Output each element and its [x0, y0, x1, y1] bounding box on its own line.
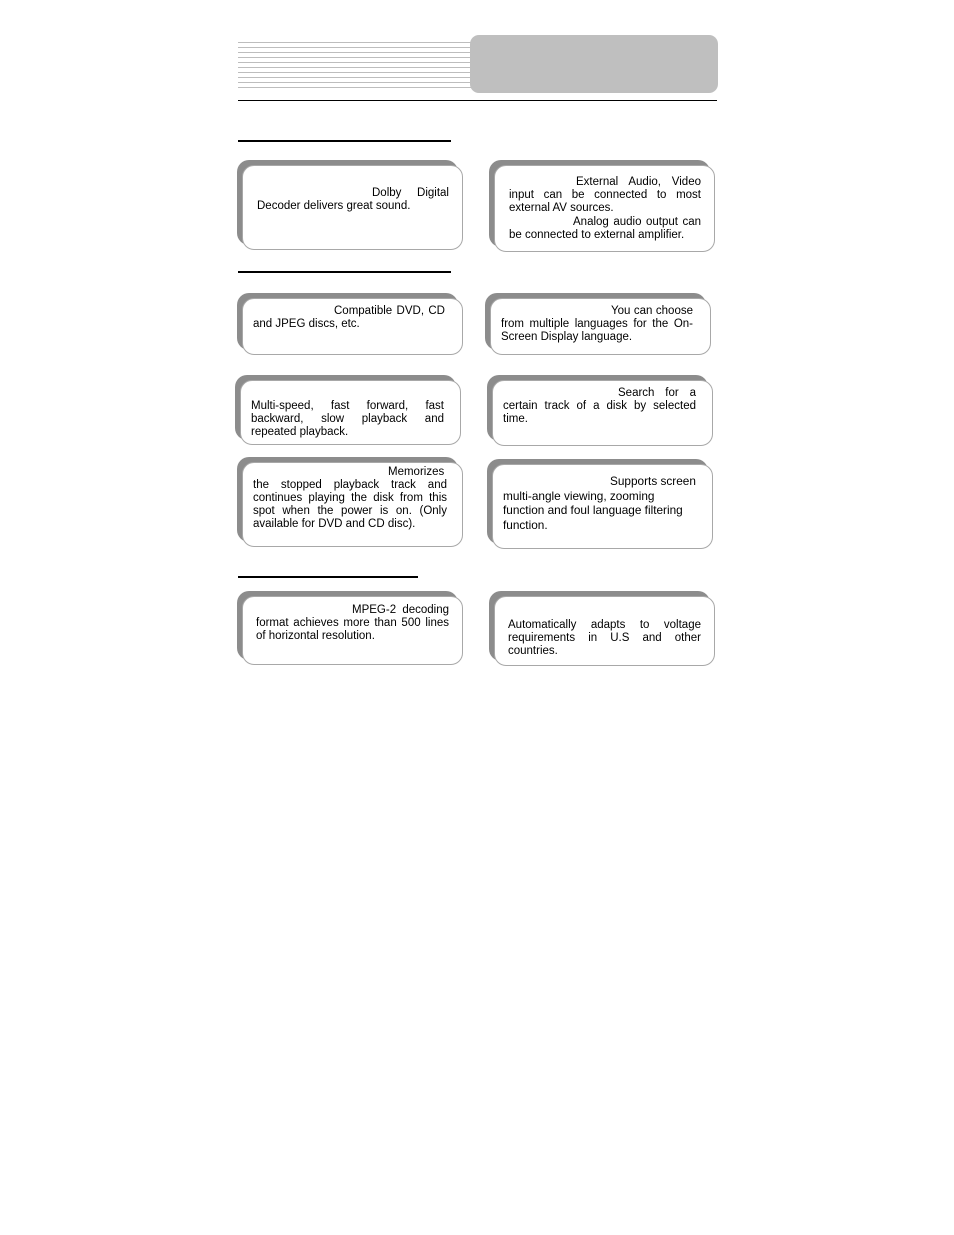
header-tab: [470, 35, 718, 93]
section-rule-other: [238, 576, 418, 578]
feature-text: Dolby Digital Decoder delivers great sound.: [257, 187, 449, 212]
header-rule: [238, 100, 717, 101]
feature-text: Supports screen multi-angle viewing, zooming function and foul language filtering function.: [503, 474, 696, 532]
feature-text: MPEG-2 decoding format achieves more than 500 lines of horizontal resolution.: [256, 604, 449, 642]
feature-text: Automatically adapts to voltage requirements in U.S and other countries.: [508, 619, 701, 657]
header-lines: [238, 42, 474, 88]
feature-text: Multi-speed, fast forward, fast backward, slow playback and repeated playback.: [251, 400, 444, 438]
feature-text: External Audio, Video input can be connected to most external AV sources.: [509, 176, 701, 214]
section-rule-audio: [238, 140, 451, 142]
feature-card-voltage: [494, 596, 715, 666]
feature-card-osd: [490, 298, 711, 355]
feature-card-search: [492, 380, 713, 446]
feature-card-memory: [242, 462, 463, 547]
feature-text: You can choose from multiple languages for the On-Screen Display language.: [501, 305, 693, 343]
feature-text: Memorizes the stopped playback track and continues playing the disk from this spot when the power is on. (Only available for DVD and CD disc).: [253, 466, 447, 530]
feature-card-dolby: [242, 165, 463, 250]
feature-card-compatible: [242, 298, 463, 355]
feature-card-multispeed: [240, 380, 461, 445]
section-rule-features: [238, 271, 451, 273]
feature-text: Analog audio output can be connected to external amplifier.: [509, 216, 701, 241]
feature-text: Search for a certain track of a disk by selected time.: [503, 387, 696, 425]
feature-card-angle: [492, 464, 713, 549]
feature-text: Compatible DVD, CD and JPEG discs, etc.: [253, 305, 445, 330]
feature-card-mpeg: [242, 596, 463, 665]
feature-card-av-io: [494, 165, 715, 252]
